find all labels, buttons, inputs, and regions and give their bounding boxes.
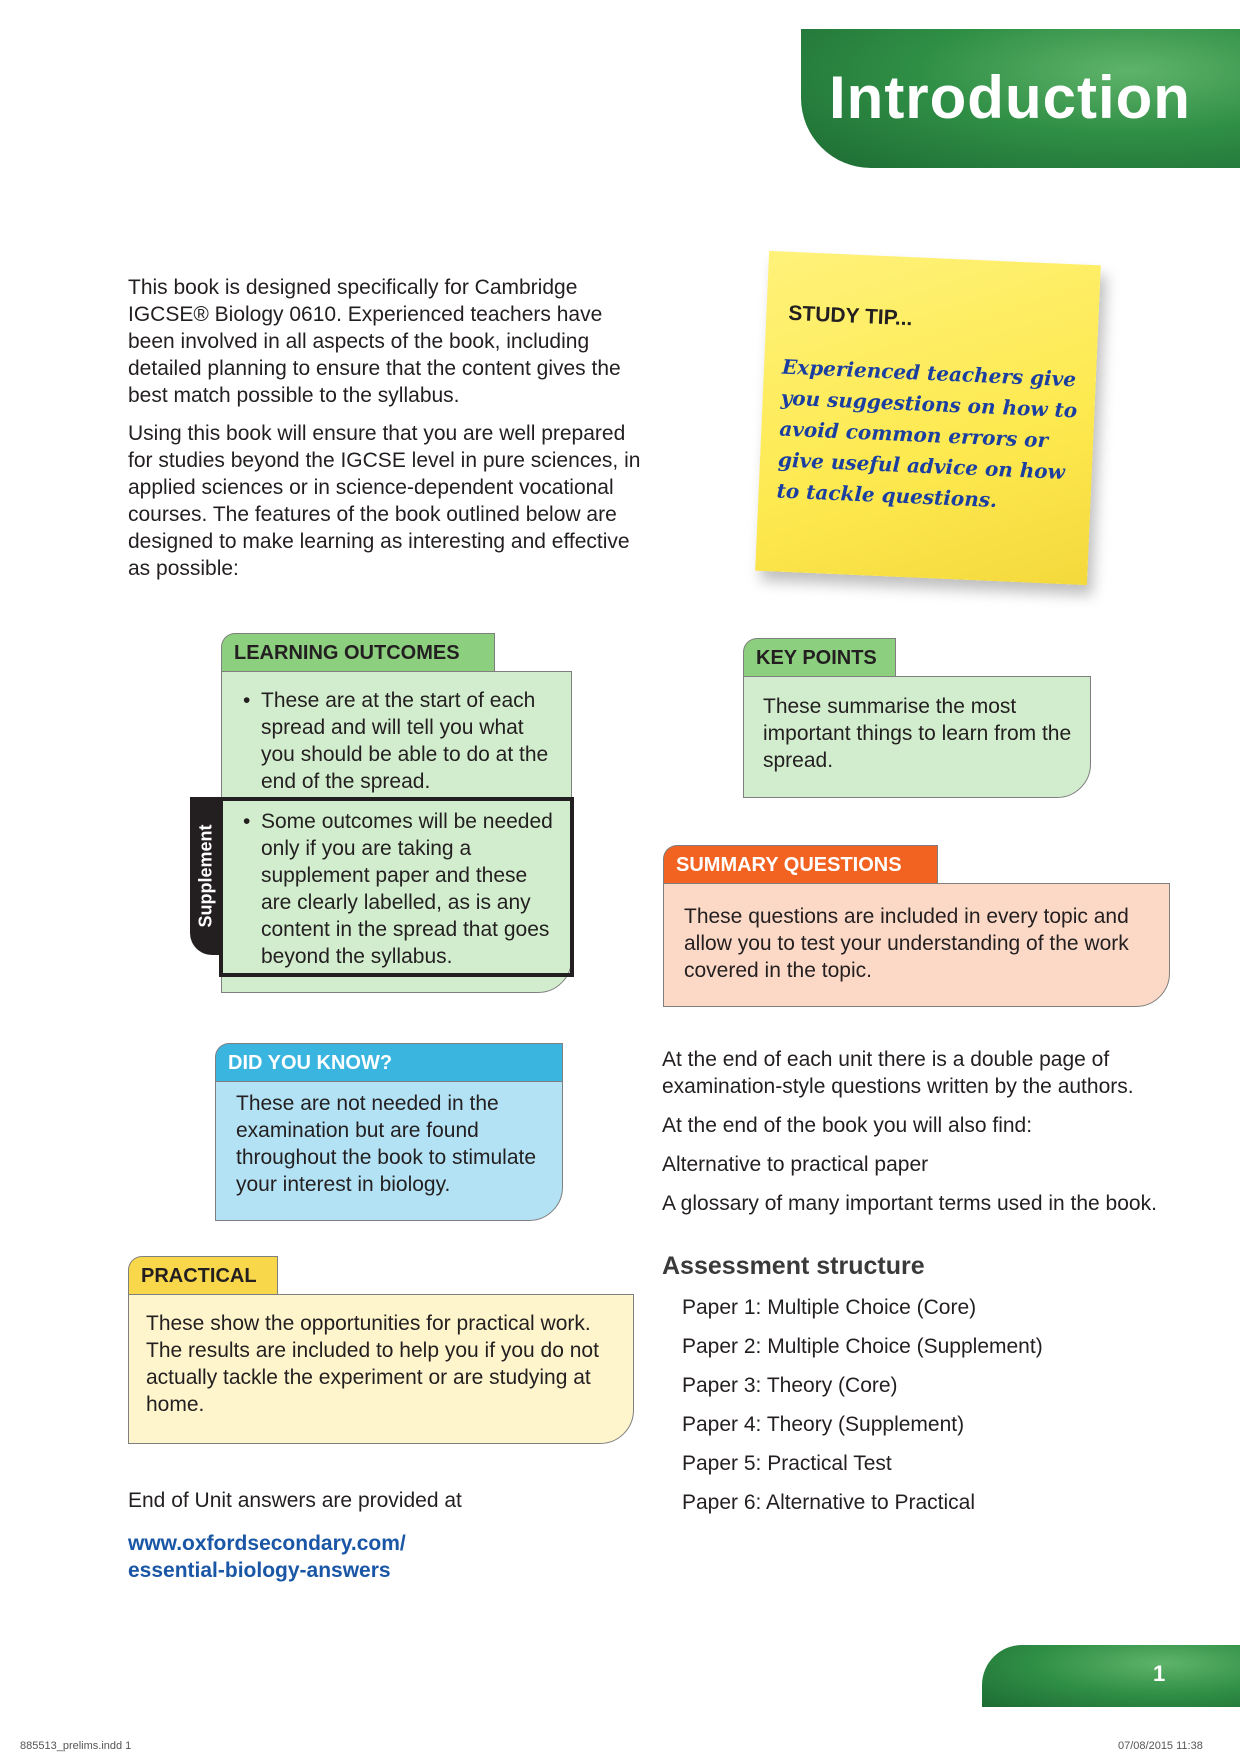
assessment-item: Paper 5: Practical Test — [682, 1452, 892, 1475]
supplement-tab — [190, 797, 222, 955]
end-matter-line-3: Alternative to practical paper — [662, 1153, 929, 1176]
bullet-icon: • — [243, 810, 251, 833]
practical-tab: PRACTICAL — [128, 1256, 278, 1294]
assessment-item: Paper 6: Alternative to Practical — [682, 1491, 975, 1514]
assessment-list — [682, 1294, 1182, 1528]
study-tip-note — [755, 251, 1101, 585]
assessment-item: Paper 4: Theory (Supplement) — [682, 1413, 965, 1436]
header-banner — [801, 29, 1240, 168]
assessment-heading: Assessment structure — [662, 1252, 925, 1280]
intro-text — [128, 274, 648, 593]
end-matter-text — [662, 1046, 1202, 1229]
end-matter-line-4: A glossary of many important terms used in the book. — [662, 1192, 1157, 1215]
assessment-item: Paper 2: Multiple Choice (Supplement) — [682, 1335, 1043, 1358]
page-number: 1 — [1153, 1661, 1166, 1686]
bullet-text: These are at the start of each spread and will tell you what you should be able to do at the end of the spread. — [261, 689, 549, 793]
answers-link-line-2[interactable]: essential-biology-answers — [128, 1559, 391, 1582]
answers-link-line-1[interactable]: www.oxfordsecondary.com/ — [128, 1532, 406, 1555]
summary-questions-text: These questions are included in every topic and allow you to test your understanding of the work covered in the topic. — [684, 905, 1129, 982]
learning-outcomes-tab: LEARNING OUTCOMES — [221, 633, 495, 671]
practical-text: These show the opportunities for practical work. The results are included to help you if you do not actually tackle the experiment or are studying at home. — [146, 1312, 599, 1416]
footer-timestamp: 07/08/2015 11:38 — [1118, 1740, 1203, 1752]
summary-questions-tab: SUMMARY QUESTIONS — [663, 845, 938, 883]
end-matter-line-1: At the end of each unit there is a double page of examination-style questions written by the authors. — [662, 1048, 1134, 1098]
learning-outcomes-bullet-1 — [243, 687, 563, 795]
answers-text: End of Unit answers are provided at — [128, 1489, 462, 1512]
footer-file-info: 885513_prelims.indd 1 — [20, 1740, 132, 1752]
supplement-label: Supplement — [195, 824, 216, 928]
study-tip-text: Experienced teachers give you suggestions on how to avoid common errors or give useful advice on how to tackle questions. — [776, 354, 1078, 513]
intro-paragraph-2: Using this book will ensure that you are well prepared for studies beyond the IGCSE level in pure sciences, in applied sciences or in science-dependent vocational courses. The features of the book outlined below are designed to make learning as interesting and effective as possible: — [128, 422, 641, 580]
end-matter-line-2: At the end of the book you will also find: — [662, 1114, 1033, 1137]
study-tip-title: STUDY TIP... — [787, 301, 913, 331]
assessment-item: Paper 1: Multiple Choice (Core) — [682, 1296, 977, 1319]
answers-link[interactable] — [128, 1530, 406, 1584]
did-you-know-tab: DID YOU KNOW? — [215, 1043, 563, 1081]
key-points-tab: KEY POINTS — [743, 638, 896, 676]
intro-paragraph-1: This book is designed specifically for Cambridge IGCSE® Biology 0610. Experienced teachers have been involved in all aspects of the book, including detailed planning to ensure that the content gives the best match possible to the syllabus. — [128, 276, 621, 407]
did-you-know-text: These are not needed in the examination but are found throughout the book to stimulate your interest in biology. — [236, 1092, 537, 1196]
learning-outcomes-bullet-2 — [243, 808, 563, 970]
key-points-text: These summarise the most important things to learn from the spread. — [763, 695, 1072, 772]
assessment-item: Paper 3: Theory (Core) — [682, 1374, 898, 1397]
bullet-text: Some outcomes will be needed only if you are taking a supplement paper and these are clearly labelled, as is any content in the spread that goes beyond the syllabus. — [261, 810, 553, 968]
page-number-banner — [982, 1645, 1240, 1707]
page-title: Introduction — [829, 64, 1191, 131]
bullet-icon: • — [243, 689, 251, 712]
